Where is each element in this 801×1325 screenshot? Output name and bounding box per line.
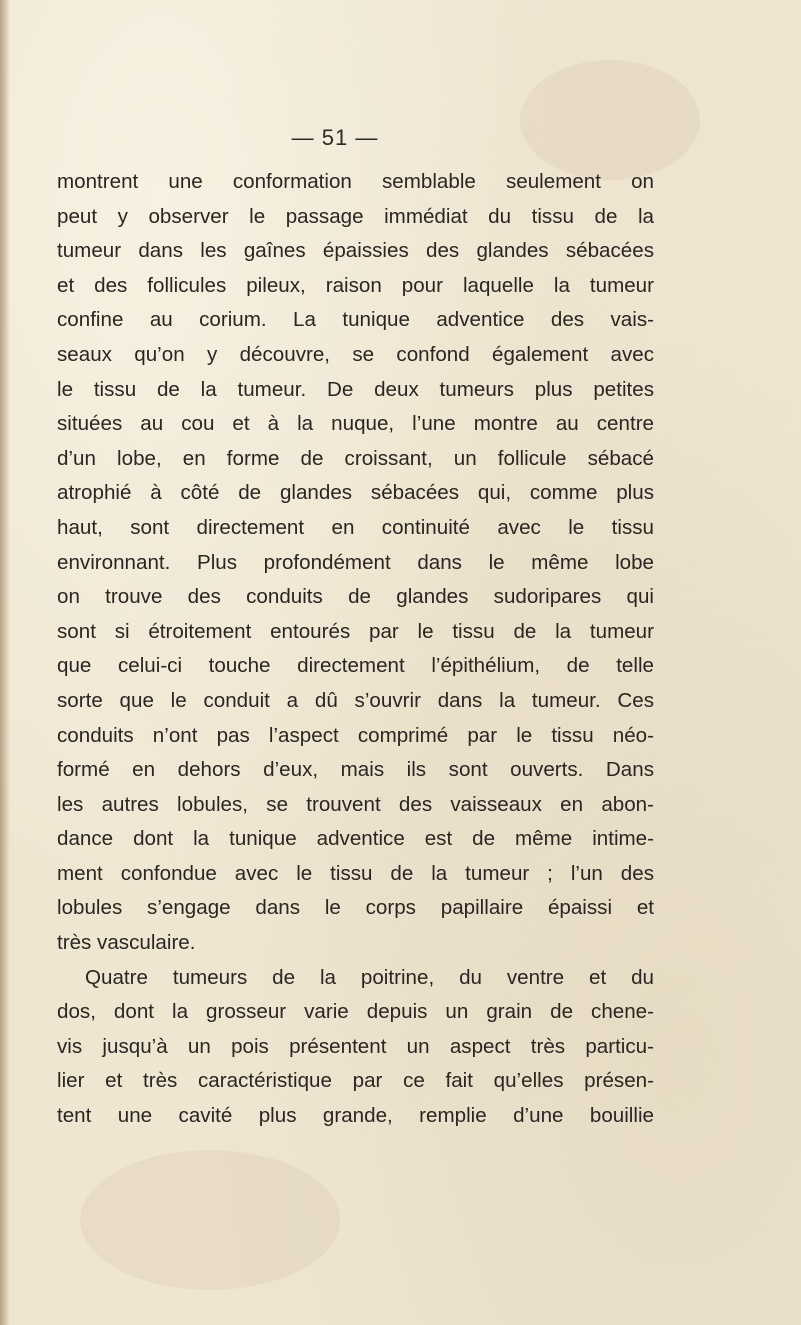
text-line: très vasculaire. — [57, 931, 196, 955]
text-line: lobules s’engage dans le corps papillaire épaissi et — [57, 896, 654, 920]
text-line: on trouve des conduits de glandes sudoripares qui — [57, 585, 654, 609]
text-line: que celui-ci touche directement l’épithélium, de telle — [57, 654, 654, 678]
text-line: sont si étroitement entourés par le tissu de la tumeur — [57, 619, 654, 643]
text-line: peut y observer le passage immédiat du tissu de la — [57, 204, 654, 228]
text-line: tent une cavité plus grande, remplie d’une bouillie — [57, 1104, 654, 1128]
text-line: ment confondue avec le tissu de la tumeur ; l’un des — [57, 861, 654, 885]
text-line: lier et très caractéristique par ce fait qu’elles présen- — [57, 1069, 654, 1093]
text-line: vis jusqu’à un pois présentent un aspect très particu- — [57, 1034, 654, 1058]
text-line: atrophié à côté de glandes sébacées qui, comme plus — [57, 481, 654, 505]
text-line: les autres lobules, se trouvent des vaisseaux en abon- — [57, 792, 654, 816]
text-line: montrent une conformation semblable seulement on — [57, 170, 654, 193]
text-line: dos, dont la grosseur varie depuis un grain de chene- — [57, 1000, 654, 1024]
text-line: seaux qu’on y découvre, se confond également avec — [57, 342, 654, 366]
text-line: le tissu de la tumeur. De deux tumeurs plus petites — [57, 377, 654, 401]
paragraph-2 — [57, 961, 654, 1134]
text-line: environnant. Plus profondément dans le même lobe — [57, 550, 654, 574]
page-number: — 51 — — [291, 125, 379, 150]
text-line: situées au cou et à la nuque, l’une montre au centre — [57, 412, 654, 436]
text-line: Quatre tumeurs de la poitrine, du ventre et du — [85, 965, 654, 989]
text-line: sorte que le conduit a dû s’ouvrir dans la tumeur. Ces — [57, 688, 654, 712]
text-line: formé en dehors d’eux, mais ils sont ouverts. Dans — [57, 758, 654, 782]
text-line: et des follicules pileux, raison pour laquelle la tumeur — [57, 273, 654, 297]
text-line: tumeur dans les gaînes épaissies des glandes sébacées — [57, 239, 654, 263]
text-line: d’un lobe, en forme de croissant, un follicule sébacé — [57, 446, 654, 470]
text-line: dance dont la tunique adventice est de même intime- — [57, 827, 654, 851]
paragraph-1 — [57, 165, 654, 961]
text-line: haut, sont directement en continuité avec le tissu — [57, 515, 654, 539]
text-line: confine au corium. La tunique adventice des vais- — [57, 308, 654, 332]
body-text — [57, 165, 654, 1134]
text-line: conduits n’ont pas l’aspect comprimé par le tissu néo- — [57, 723, 654, 747]
